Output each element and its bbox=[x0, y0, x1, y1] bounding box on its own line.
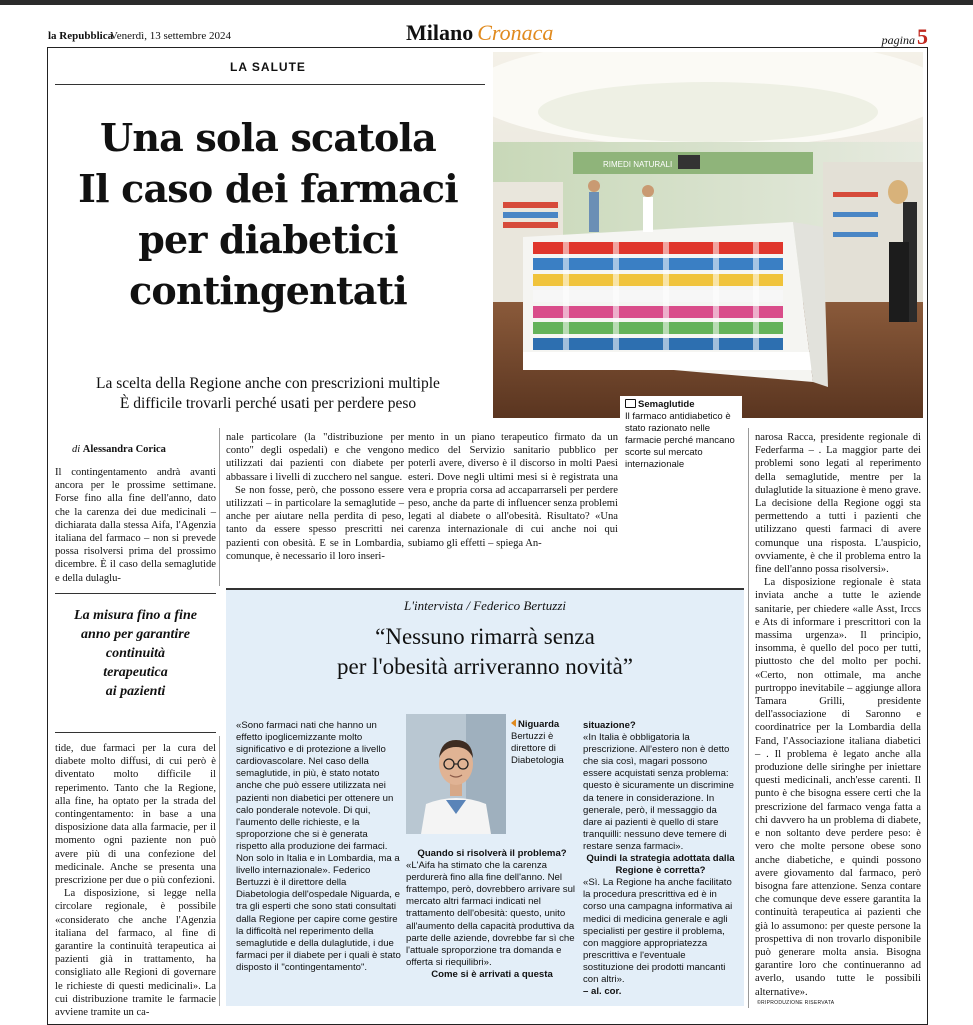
interview-title-line: per l'obesità arriveranno novità” bbox=[337, 654, 633, 679]
interview-paragraph: «Sono farmaci nati che hanno un effetto ipoglicemizzante molto significativo e di protezione a livello cardiovascolare. Nel caso della semaglutide, in più, è stato notato anche che può essere utilizzata nei pazienti non diabetici per ottenere un calo ponderale notevole. Di qui, l'aumento delle richieste, e la sproporzione che si è generata rispetto alla produzione dei farmaci. Non solo in Italia e in Lombardia, ma a livello internazionale». Federico Bertuzzi è il direttore della Diabetologia dell'ospedale Niguarda, e tra gli esperti che sono stati consultati dalla Regione per capire come gestire la difficoltà nel reperimento della semaglutide e della dulaglutide, i due farmaci per il diabete per i quali è stato disposto il "contingentamento". bbox=[236, 720, 401, 973]
interview-signature: – al. cor. bbox=[583, 986, 622, 998]
interview-question: situazione? bbox=[583, 720, 636, 731]
photo-sign-text: RIMEDI NATURALI bbox=[603, 160, 673, 169]
subheadline bbox=[48, 374, 488, 414]
article-paragraph: Il contingentamento andrà avanti ancora per le prossime settimane. Forse fino alla fine dell'anno, dato che la carenza dei due medicinali – dichiarata dalla stessa Aifa, l'Agenzia italiana del farmaco – non si prevede possa risolversi prima del prossimo dicembre. È il caso della semaglutide e della dulaglu- bbox=[55, 467, 216, 584]
column-divider bbox=[219, 428, 220, 586]
column-divider bbox=[219, 736, 220, 1006]
article-column-1-bottom bbox=[55, 742, 216, 1019]
copyright-notice: ©RIPRODUZIONE RISERVATA bbox=[757, 1000, 835, 1006]
photo-caption bbox=[620, 396, 742, 514]
headline-line: contingentati bbox=[129, 268, 407, 313]
byline bbox=[72, 444, 252, 455]
article-column-1-top bbox=[55, 466, 216, 585]
headline-line: Il caso dei farmaci bbox=[78, 166, 458, 211]
article-paragraph: Se non fosse, però, che possono essere utilizzati – in particolare la semaglutide – anche per aiutare nella perdita di peso, tanto da essere spesso prescritti nei pazienti con obesità. E se in Lombardia, comunque, è necessario il loro inseri- bbox=[226, 484, 404, 562]
pullquote-line: continuità bbox=[105, 646, 166, 661]
interview-column-3 bbox=[583, 720, 738, 998]
article-paragraph: narosa Racca, presidente regionale di Federfarma – . La maggior parte dei problemi sono legati al reperimento della semaglutide, mentre per la dulaglutide la situazione è meno grave. La decisione della Regione oggi sta permettendo a tutti i pazienti che utilizzano questi farmaci di avere comunque una risposta. L'auspicio, ovviamente, è che il problema entro la fine dell'anno possa risolversi». bbox=[755, 432, 921, 576]
article-column-4 bbox=[755, 431, 921, 999]
portrait-caption-text: Bertuzzi è direttore di Diabetologia bbox=[511, 731, 564, 766]
interview-title-line: “Nessuno rimarrà senza bbox=[375, 624, 595, 649]
top-bar bbox=[0, 0, 973, 5]
interview-kicker: L'intervista / Federico Bertuzzi bbox=[403, 598, 566, 613]
byline-author: Alessandra Corica bbox=[82, 444, 166, 455]
camera-icon bbox=[625, 399, 636, 408]
caption-title-row bbox=[625, 399, 737, 411]
article-paragraph: mento in un piano terapeutico firmato da un medico del Servizio sanitario pubblico per poterli avere, diverso è il discorso in molti Paesi esteri. Dove negli ultimi mesi si è registrata una vera e propria corsa ad accaparrarseli per perdere peso, anche da parte di influencer senza problemi legati al diabete o all'obesità. Risultato? «Una carenza internazionale di cui anche noi qui subiamo gli effetti – spiega An- bbox=[408, 432, 618, 549]
interview-answer: «In Italia è obbligatoria la prescrizione. All'estero non è detto che sia così, magari possono essere acquistati senza problema: questo è sicuramente un discrimine da tenere in considerazione. In generale, però, il messaggio da dare ai pazienti è quello di stare tranquilli: nessuno deve temere di restare senza farmaci». bbox=[583, 732, 734, 852]
newspaper-brand: la Repubblica bbox=[48, 30, 114, 42]
section-kicker: LA SALUTE bbox=[230, 60, 306, 74]
page-number: 5 bbox=[917, 24, 928, 49]
interview-answer: «L'Aifa ha stimato che la carenza perdurerà fino alla fine dell'anno. Nel frattempo, però, dovrebbero arrivare sul mercato altri farmaci indicati nel trattamento dell'obesità: questo, unito all'aumento della capacità produttiva da parte delle aziende, dovrebbe far sì che l'attuale sproporzione tra domanda e offerta si riequilibri». bbox=[406, 860, 576, 968]
pullquote-line: anno per garantire bbox=[81, 627, 190, 642]
interview-answer: «Sì. La Regione ha anche facilitato la procedura prescrittiva ed è in corso una campagna informativa ai medici di medicina generale e agli specialisti per gestire il problema, con maggiore appropriatezza prescrittiva e l'eventuale sostituzione dei prodotti mancanti con altri». bbox=[583, 877, 733, 985]
section-title bbox=[406, 20, 553, 46]
section-name: Milano bbox=[406, 20, 474, 45]
portrait-image bbox=[406, 714, 506, 834]
portrait-photo bbox=[406, 714, 506, 834]
interview-column-1 bbox=[236, 720, 401, 974]
column-divider bbox=[748, 428, 749, 1008]
caption-title: Semaglutide bbox=[638, 399, 695, 410]
interview-question: Quando si risolverà il problema? bbox=[417, 848, 567, 859]
page-label: pagina bbox=[881, 33, 915, 47]
portrait-caption-name-row bbox=[511, 719, 559, 730]
masthead bbox=[48, 18, 928, 48]
interview-title bbox=[226, 622, 744, 682]
article-paragraph: nale particolare (la "distribuzione per conto" degli ospedali) e che vengono utilizzati dai pazienti con diabete per abbassare i livelli di zucchero nel sangue. bbox=[226, 432, 404, 483]
subsection-name: Cronaca bbox=[477, 20, 554, 45]
pullquote-rule-bottom bbox=[55, 732, 216, 733]
kicker-rule bbox=[55, 84, 485, 85]
pullquote-rule-top bbox=[55, 593, 216, 594]
marker-triangle-icon bbox=[511, 719, 516, 727]
article-paragraph: La disposizione, si legge nella circolare regionale, è possibile «considerato che anche l'Agenzia italiana del farmaco, al fine di garantire la continuità terapeutica ai pazienti già in trattamento, ha consigliato alle Regioni di governare le richieste di questi medicinali». La cui distribuzione tramite le farmacie avviene tramite un ca- bbox=[55, 888, 216, 1019]
headline-line: Una sola scatola bbox=[100, 115, 436, 160]
pullquote-line: La misura fino a fine bbox=[74, 608, 197, 623]
headline bbox=[48, 112, 488, 316]
caption-text: Il farmaco antidiabetico è stato razionato nelle farmacie perché mancano scorte sul mercato internazionale bbox=[625, 411, 735, 470]
pullquote bbox=[55, 606, 216, 701]
interview-question: Quindi la strategia adottata dalla Regione è corretta? bbox=[586, 853, 735, 877]
pharmacy-photo bbox=[493, 52, 923, 418]
subhead-line: È difficile trovarli perché usati per perdere peso bbox=[119, 395, 417, 412]
pullquote-line: terapeutica bbox=[103, 665, 168, 680]
pharmacy-photo-image bbox=[493, 52, 923, 418]
interview-column-2 bbox=[406, 848, 578, 981]
interview-box bbox=[226, 588, 744, 1006]
headline-line: per diabetici bbox=[138, 217, 398, 262]
pullquote-line: ai pazienti bbox=[105, 684, 166, 699]
interview-question: Come si è arrivati a questa bbox=[431, 968, 553, 980]
issue-date: Venerdì, 13 settembre 2024 bbox=[110, 30, 231, 42]
portrait-caption bbox=[511, 719, 581, 767]
portrait-caption-name: Niguarda bbox=[518, 719, 560, 730]
article-column-3 bbox=[408, 431, 618, 550]
article-paragraph: La disposizione regionale è stata inviata anche a tutte le aziende sanitarie, per chiedere «alle Asst, Irccs e Ats di informare i prescrittori con la massima urgenza». Il principio, insomma, è quello del poco per tutti, piuttosto che del molto per pochi. «Certo, non ottimale, ma anche purtroppo inevitabile – aggiunge allora Tamara Grilli, presidente dell'associazione di Saronno e coordinatrice per la Lombardia della Fand, l'Associazione italiana diabetici – . Il problema è legato anche alla produzione delle siringhe per iniettare questi medicinali, anch'esse carenti. Il punto è che bisogna essere certi che la prescrizione del farmaco venga fatta a chi davvero ha un problema di diabete, e non soltanto deve perdere peso: è vero che molte persone obese sono anche diabetiche, e quindi possono avere giovamento dal farmaco, però bisogna fare attenzione. Senza contare che comunque deve essere garantita la continuità terapeutica ai pazienti che già lo assumono: per queste persone la prospettiva di non trovarlo disponibile può generare molta ansia. Bisogna garantire loro che continueranno ad averlo, usando tutte le possibili alternative». bbox=[755, 577, 921, 998]
byline-prefix: di bbox=[72, 444, 81, 455]
article-column-2 bbox=[226, 431, 404, 563]
subhead-line: La scelta della Regione anche con prescrizioni multiple bbox=[96, 375, 440, 392]
article-paragraph: tide, due farmaci per la cura del diabete molto diffusi, di cui però è diventato molto difficile il reperimento. Tanto che la Regione, alla fine, ha optato per la strada del contingentamento: in base a una disposizione data alla farmacie, per il momento ogni paziente non può avere più di una confezione del medicinale. Anche se presenta una prescrizione per due o più confezioni. bbox=[55, 743, 216, 887]
